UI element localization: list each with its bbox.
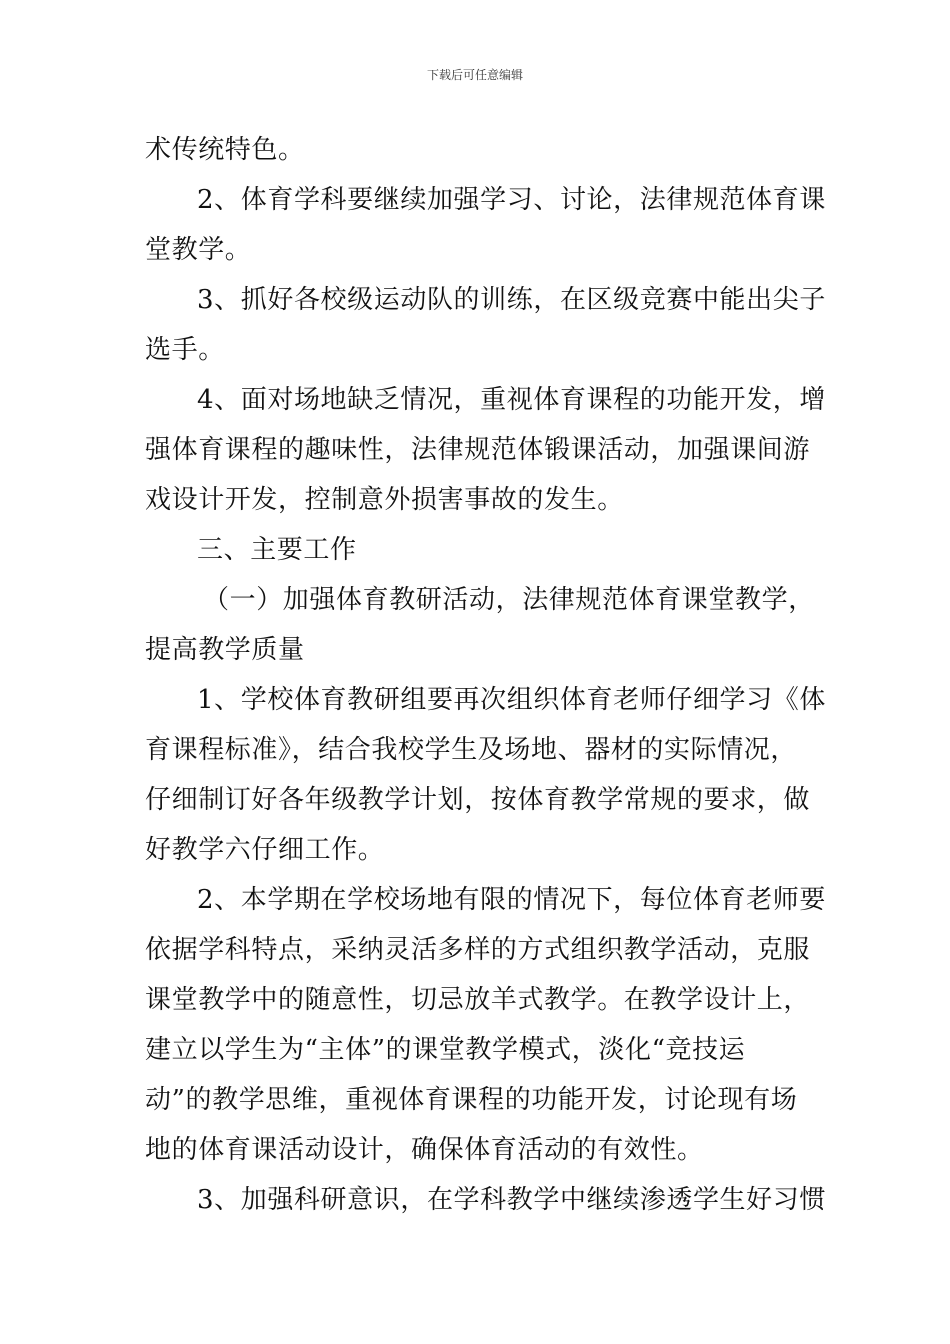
text-line: 2、本学期在学校场地有限的情况下，每位体育老师要	[197, 885, 826, 915]
text-line: 提高教学质量	[145, 635, 305, 665]
text-line: 仔细制订好各年级教学计划，按体育教学常规的要求，做	[145, 785, 811, 815]
subsection-heading: （一）加强体育教研活动，法律规范体育课堂教学，	[203, 585, 815, 615]
text-line: 建立以学生为“主体”的课堂教学模式，淡化“竞技运	[145, 1035, 746, 1065]
text-line: 2、体育学科要继续加强学习、讨论，法律规范体育课	[197, 185, 826, 215]
text-line: 强体育课程的趣味性，法律规范体锻课活动，加强课间游	[145, 435, 811, 465]
text-line: 育课程标准》，结合我校学生及场地、器材的实际情况，	[145, 735, 798, 765]
section-heading: 三、主要工作	[197, 535, 357, 565]
text-line: 戏设计开发，控制意外损害事故的发生。	[145, 485, 624, 515]
text-line: 地的体育课活动设计，确保体育活动的有效性。	[145, 1135, 704, 1165]
text-line: 依据学科特点，采纳灵活多样的方式组织教学活动，克服	[145, 935, 811, 965]
page-header: 下载后可任意编辑	[426, 68, 523, 82]
text-line: 1、学校体育教研组要再次组织体育老师仔细学习《体	[197, 685, 826, 715]
text-line: 术传统特色。	[145, 135, 305, 165]
text-line: 好教学六仔细工作。	[145, 835, 385, 865]
text-line: 3、加强科研意识，在学科教学中继续渗透学生好习惯	[197, 1185, 826, 1215]
text-line: 4、面对场地缺乏情况，重视体育课程的功能开发，增	[197, 385, 826, 415]
text-line: 课堂教学中的随意性，切忌放羊式教学。在教学设计上，	[145, 985, 811, 1015]
text-line: 3、抓好各校级运动队的训练，在区级竞赛中能出尖子	[197, 285, 826, 315]
text-line: 选手。	[145, 335, 225, 365]
text-line: 堂教学。	[145, 235, 252, 265]
document-body	[145, 125, 826, 1225]
text-line: 动”的教学思维，重视体育课程的功能开发，讨论现有场	[145, 1085, 798, 1115]
